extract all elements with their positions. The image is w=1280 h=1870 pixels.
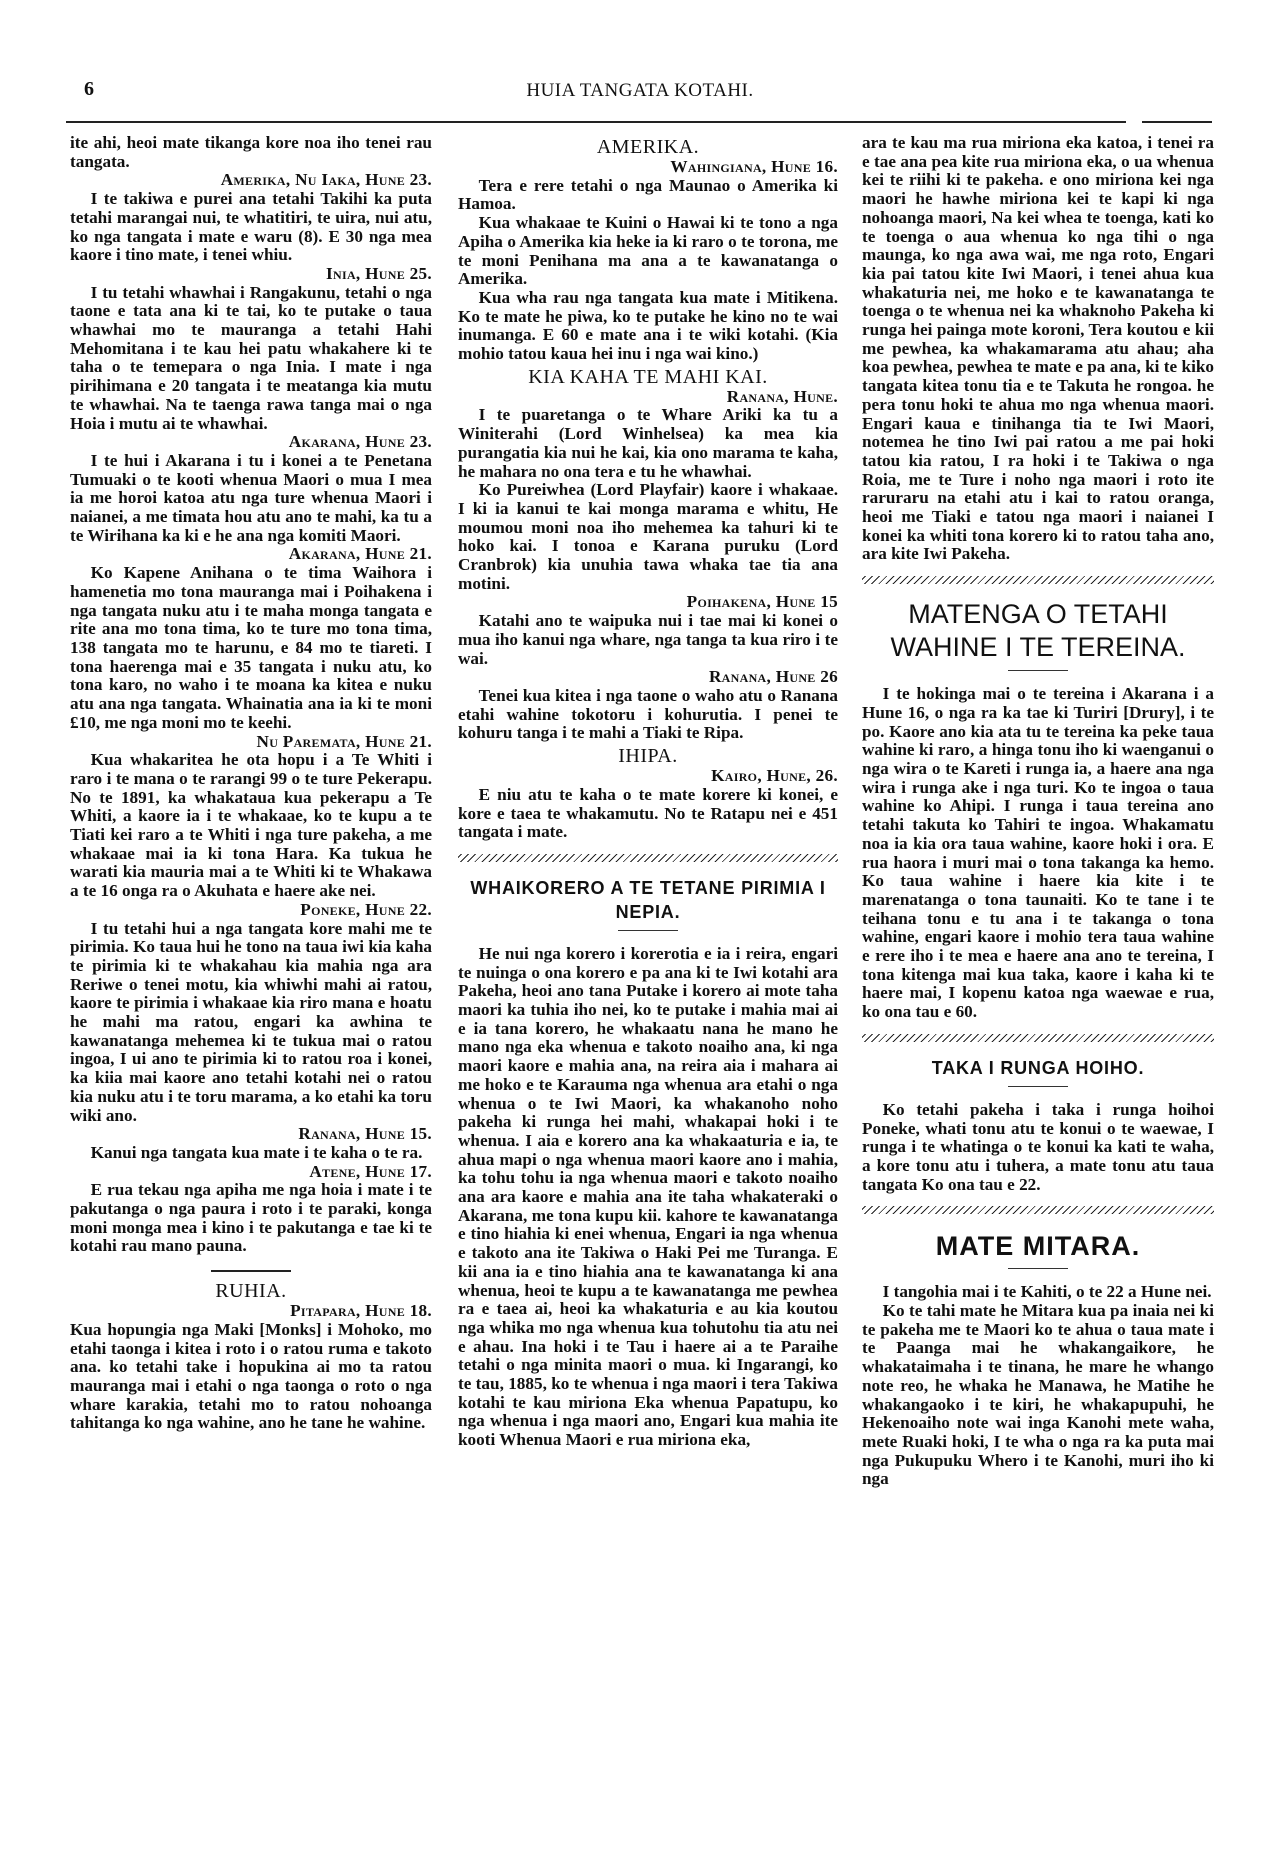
divider-rule bbox=[1008, 1086, 1068, 1087]
dateline: Amerika, Nu Iaka, Hune 23. bbox=[220, 170, 432, 190]
dateline: Wahingiana, Hune 16. bbox=[670, 157, 838, 176]
section-heading: IHIPA. bbox=[618, 745, 678, 768]
article-paragraph: Ko te tahi mate he Mitara kua pa inaia nei ki te pakeha me te Maori ko te ahua o taua mate i te Paanga mai he whakangaikore, he whakataimaha i te tinana, he mare he whango note reo, he whaka he Manawa, he Matihe he whakangaoko i te kiri, he whakapupuhi, he Hekenoaiho note wai inga Kanohi mete waha, mete Ruaki hoki, I te wha o nga ra ka puta mai nga Pukupuku Whero i te Kanohi, muri iho ki nga bbox=[862, 1301, 1214, 1489]
dateline: Atene, Hune 17. bbox=[309, 1161, 432, 1181]
article-paragraph: E niu atu te kaha o te mate korere ki konei, e kore e taea te whakamutu. No te Ratapu nei e 451 tangata i mate. bbox=[458, 784, 838, 842]
wavy-divider bbox=[862, 1034, 1214, 1042]
dateline: Ranana, Hune 26 bbox=[708, 667, 838, 687]
dateline: Inia, Hune 25. bbox=[326, 263, 432, 283]
dateline: Ranana, Hune 15. bbox=[298, 1124, 432, 1144]
wavy-divider bbox=[862, 1206, 1214, 1214]
section-heading: KIA KAHA TE MAHI KAI. bbox=[528, 365, 768, 388]
article-paragraph: Tera e rere tetahi o nga Maunao o Amerika ki Hamoa. bbox=[458, 175, 838, 214]
divider-rule bbox=[211, 1270, 291, 1272]
article-paragraph: Kua whakaritea he ota hopu i a Te Whiti i raro i te mana o te rarangi 99 o te ture Pekerapu. No te 1891, ka whakataua kua pekerapu a Te Whiti, a kaore ia i te whakaae, ko te kupu a te Tiati kei raro a te Whiti i nga ture pakeha, a me whakaae mai ia ki tona Hara. Ka tukua he warati kia mauria mai a te Whiti ki te Whakawa a te 16 onga ra o Akuhata e haere ake nei. bbox=[70, 750, 432, 901]
dateline: Kairo, Hune, 26. bbox=[711, 766, 838, 786]
dateline: Ranana, Hune. bbox=[726, 386, 838, 406]
article-headline: MATENGA O TETAHI WAHINE I TE TEREINA. bbox=[890, 599, 1186, 663]
article-headline: WHAIKORERO A TE TETANE PIRIMIA I NEPIA. bbox=[470, 877, 826, 922]
column-3 bbox=[862, 134, 1214, 1489]
article-paragraph: I tangohia mai i te Kahiti, o te 22 a Hune nei. bbox=[882, 1282, 1212, 1302]
article-paragraph: Ko Kapene Anihana o te tima Waihora i hamenetia mo tona mauranga mai i Poihakena i nga tangata nuku atu i te maha monga tangata e rite ana mo tona tima, ko te ture mo tona tima, 138 tangata mo te harunu, e 84 mo te tiareti. I tona haerenga mai e 35 tangata i nuku atu, ko tona karo, no waho i te moana ka kitea e nuku atu ana nga tangata. Whainatia ana ia ki te moni £10, me nga moni mo te keehi. bbox=[70, 563, 432, 732]
article-paragraph: Kua hopungia nga Maki [Monks] i Mohoko, mo etahi taonga i kitea i roto i o ratou ruma e takoto ana. ko tetahi take i hopukina ai mo ta ratou mauranga mai i etahi o nga taonga o roto o nga whare karakia, tetahi mo to ratou nohoanga tahitanga ko nga wahine, ano he tane he wahine. bbox=[70, 1319, 432, 1433]
section-heading: RUHIA. bbox=[215, 1280, 287, 1303]
dateline: Nu Paremata, Hune 21. bbox=[256, 731, 432, 751]
article-paragraph: Tenei kua kitea i nga taone o waho atu o Ranana etahi wahine tokotoru i kohurutia. I penei te kohuru tanga i te mahi a Tiaki te Ripa. bbox=[458, 685, 838, 743]
header-rule-end bbox=[1142, 121, 1212, 123]
wavy-divider bbox=[862, 576, 1214, 584]
article-paragraph: E rua tekau nga apiha me nga hoia i mate i te pakutanga o nga paura i roto i te paraki, konga moni monga mea i kino i te pakutanga e tae ki te kotahi rau mano pauna. bbox=[70, 1180, 432, 1256]
article-paragraph: I te takiwa e purei ana tetahi Takihi ka puta tetahi marangai nui, te whatitiri, te uira, nui atu, ko nga tangata i mate e waru (8). E 30 nga mea kaore i tino mate, i tenei whiu. bbox=[70, 189, 432, 265]
newspaper-title: HUIA TANGATA KOTAHI. bbox=[526, 80, 754, 101]
divider-rule bbox=[1008, 670, 1068, 671]
article-paragraph: Kanui nga tangata kua mate i te kaha o te ra. bbox=[90, 1142, 423, 1162]
article-paragraph: I te hokinga mai o te tereina i Akarana i a Hune 16, o nga ra ka tae ki Turiri [Drury], i te po. Kaore ano kia ata tu te tereina ka peke taua wahine ki raro, a hinga tonu iho ki waenganui o nga wira o te Kareti i runga ia, a haere ana nga wira i runga ake i nga turi. Ko te ingoa o taua wahine ko Ahipi. I runga i taua tereina ano tetahi takuta ko Tahiri te ingoa. Whakamatu noa ia kia ora taua wahine, kaore hoki i ora. E rua haora i muri mai o tona takanga ka hemo. Ko taua wahine i haere kia kite i te marenatanga o tona taunaiti. Ko te tane i te teihana tonu e tu ana i te takanga o tona wahine, engari kaore i mohio tera taua wahine e rere iho i te mea e haere ana ano te tereina, I tona kitenga mai kua taka, kaore i kaha ki te haere mai, I kopenu katoa nga waewae e rua, ko ona tau e 60. bbox=[862, 684, 1214, 1022]
article-paragraph: I te puaretanga o te Whare Ariki ka tu a Winiterahi (Lord Winhelsea) ka mea kia purangatia kia nui he kai, kia ono marama te kaha, he mahara no ona tera e tu he whawhai. bbox=[458, 405, 838, 481]
page-number: 6 bbox=[84, 78, 94, 100]
dateline: Poihakena, Hune 15 bbox=[686, 592, 838, 612]
divider-rule bbox=[618, 930, 678, 931]
article-paragraph: He nui nga korero i korerotia e ia i reira, engari te nuinga o ona korero e pa ana ki te Iwi kotahi ara Pakeha, heoi ano tana Putake i korero ai mote taha maori ka tuhia iho nei, ko te putake i mahia mai ai e ia tana korero, he whakaatu nana he mano he mano nga eka whenua e takoto noaiho ana, ki nga maori kaore e mahia ana, na reira aia i mahara ai me hoko e te Karauma nga whenua ara etahi o nga whenua o te Iwi Maori, ka whakanoho noho pakeha ki runga hei mahi, whakapai hoki i te whenua. I aia e korero ana ka whakaaturia e ia, te ahua mapi o nga whenua maori kaore ano i mahia, ka tohu tohu ia nga whenua maori e takoto noaiho ana ara kaore e mahia ana ite taha whakateraki o Akarana, me tona kupu kii. kahore te kawanatanga e tino hiahia ki enei whenua, Engari ia nga whenua e takoto ana ite Takiwa o Haki Pei me Turanga. E kii ana ia e tino hiahia ana te kawanatanga ki ana whenua, heoi te kupu a te kawanatanga me pewhea ra e taea ai, heoi ka whakaturia e au kia koutou nga whika mo nga whenua kua tohutohu tia atu nei e ahau. Ina hoki i te Tau i haere ai a te Paraihe tetahi o nga minita maori o mua. ki Ingarangi, ko te tau, 1885, ko te whenua i nga maori i tera Takiwa kotahi te kau miriona Eka whenua Papatupu, ko nga whenua i nga maori ano, Engari kua mahia ite kooti Whenua Maori e rua miriona eka, bbox=[458, 943, 838, 1450]
article-paragraph: I tu tetahi hui a nga tangata kore mahi me te pirimia. Ko taua hui he tono na taua iwi kia kaha te pirimia ki te whakahau kia mahia nga ara Reriwe o tenei motu, kia whiwhi mahi ai ratou, kaore te pirimia i whakaae kia riro mana e hoatu he mahi ma ratou, engari ka awhina te kawanatanga mehemea ki te tukua mai o ratou ingoa, I ui ano te pirimia ki to ratou roa i konei, ka kiia mai kaore ano tetahi kotahi nei o ratou kia nuku atu i te toru marama, a ko etahi ka toru wiki ano. bbox=[70, 918, 432, 1125]
article-paragraph: Kua wha rau nga tangata kua mate i Mitikena. Ko te mate he piwa, ko te putake he kino no te wai inumanga. E 60 e mate ana i te wiki kotahi. (Kia mohio tatou kaua hei inu i nga wai kino.) bbox=[458, 287, 838, 364]
article-paragraph: I tu tetahi whawhai i Rangakunu, tetahi o nga taone e tata ana ki te tai, ko te putake o taua whawhai mo te mauranga a tetahi Hahi Mehomitana i te kau hei patu whakahere ki te taha o te temepara o nga Inia. I mate i nga pirihimana e 20 tangata i te meatanga kia mutu te whawhai. Na te taenga rawa tanga mai o nga Hoia i mutu ai te whawhai. bbox=[70, 282, 432, 433]
article-headline: MATE MITARA. bbox=[935, 1231, 1141, 1262]
column-1 bbox=[70, 134, 432, 1433]
header-rule bbox=[66, 121, 1126, 123]
article-headline: TAKA I RUNGA HOIHO. bbox=[931, 1057, 1145, 1078]
dateline: Akarana, Hune 23. bbox=[288, 432, 432, 452]
dateline: Akarana, Hune 21. bbox=[288, 544, 432, 564]
article-paragraph: Ko Pureiwhea (Lord Playfair) kaore i whakaae. I ki ia kanui te kai monga marama e whitu, He moumou moni noa iho mehemea ka tahuri ki te hoko kai. I tonoa e Karana puruku (Lord Cranbrok) kia unuhia tawa whaka tae tia ana motini. bbox=[458, 480, 838, 593]
wavy-divider bbox=[458, 854, 838, 862]
column-2 bbox=[458, 134, 838, 1450]
article-paragraph: ite ahi, heoi mate tikanga kore noa iho tenei rau tangata. bbox=[70, 133, 432, 171]
article-paragraph: Ko tetahi pakeha i taka i runga hoihoi Poneke, whati tonu atu te konui o te waewae, I runga i te whatinga o te konui ka kati te waha, a kore tonu atu i tuhera, a mate tonu atu taua tangata Ko ona tau e 22. bbox=[862, 1099, 1214, 1194]
article-paragraph: Kua whakaae te Kuini o Hawai ki te tono a nga Apiha o Amerika kia heke ia ki raro o te torona, me te moni Penihana ma ana a te kawanatanga o Amerika. bbox=[458, 213, 838, 289]
article-paragraph: ara te kau ma rua miriona eka katoa, i tenei ra e tae ana pea kite rua miriona eka, o ua whenua kei te riihi ki te pakeha. e ono miriona kei nga maori he hawhe miriona kei te kapi ki nga nohoanga maori, Na kei whea te toenga, kati ko te toenga o aua whenua ko nga tihi o nga maunga, ko nga awa wai, me nga roto, Engari kia pai tatou kite Iwi Maori, i tenei ahua kua whakaturia nei, me hoko e te kawanatanga te toenga o te whenua nei ka whaknoho Pakeha ki runga hei painga mote koroni, Tera koutou e kii me pewhea, ka whakamarama atu ahau; aha koa pewhea, pewhea te mate e pa ana, ki te kiko tangata kitea tonu tia e te Takuta he rongoa. he pera tonu hoki te ahua mo nga whenua maori. Engari kaua e tinihanga tia te Iwi Maori, notemea he tino Iwi pai ratou a me pai hoki tatou kia ratou, I ra hoki i te Takiwa o nga Roia, me te Ture i noho nga maori i roto ite raruraru na etahi atu i kai to ratou oranga, heoi me Tiaki e tatou nga maori i naianei I konei ka whiti tona korero ki to ratou taha ano, ara kite Iwi Pakeha. bbox=[862, 133, 1214, 564]
divider-rule bbox=[1008, 1268, 1068, 1269]
dateline: Poneke, Hune 22. bbox=[300, 899, 432, 919]
article-paragraph: I te hui i Akarana i tu i konei a te Penetana Tumuaki o te kooti whenua Maori o mua I mea ia me horoi katoa atu nga ture whenua Maori i naianei, a me timata hou atu ano te mahi, ka tu a te Wirihana ka ki e he ana nga komiti Maori. bbox=[70, 450, 432, 545]
article-paragraph: Katahi ano te waipuka nui i tae mai ki konei o mua iho kanui nga whare, nga tanga ta kua riro i te wai. bbox=[458, 611, 838, 668]
section-heading: AMERIKA. bbox=[596, 136, 700, 158]
dateline: Pitapara, Hune 18. bbox=[290, 1301, 432, 1321]
